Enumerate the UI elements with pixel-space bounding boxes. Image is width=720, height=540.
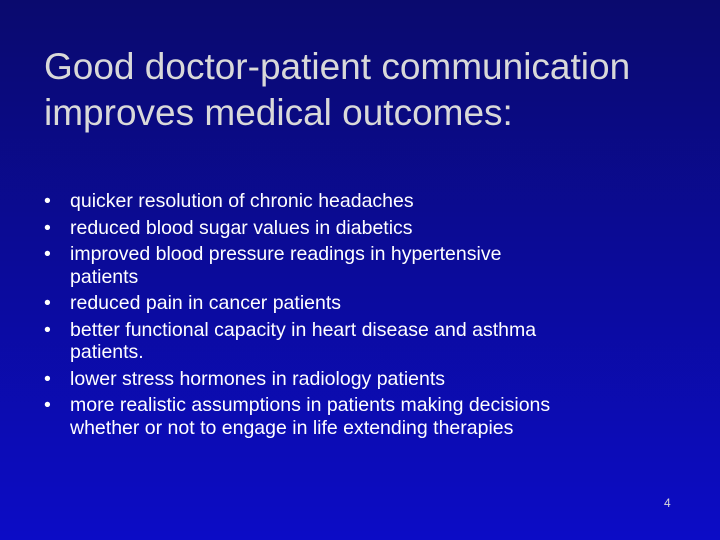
bullet-text: lower stress hormones in radiology patients [70,367,446,390]
bullet-dot-icon: • [44,216,51,239]
bullet-dot-icon: • [44,394,51,416]
bullet-dot-icon: • [44,367,51,390]
bullet-text: patients. [70,341,144,363]
bullet-item [44,243,684,288]
bullet-list [44,190,684,443]
bullet-item [44,319,684,364]
bullet-text: reduced pain in cancer patients [70,292,342,314]
bullet-dot-icon: • [44,190,51,212]
bullet-text: improved blood pressure readings in hypertensive [70,243,502,265]
bullet-text: patients [70,265,139,288]
bullet-text: whether or not to engage in life extending therapies [70,416,514,439]
slide-title-line: Good doctor-patient communication [44,46,631,87]
bullet-item [44,292,684,315]
bullet-text: quicker resolution of chronic headaches [70,190,414,212]
bullet-item [44,217,684,240]
bullet-item [44,190,684,213]
bullet-dot-icon: • [44,318,51,341]
bullet-text: better functional capacity in heart disease and asthma [70,318,537,341]
bullet-item [44,368,684,391]
bullet-dot-icon: • [44,243,51,265]
bullet-text: more realistic assumptions in patients making decisions [70,394,551,416]
slide-title-line: improves medical outcomes: [44,92,513,133]
page-number: 4 [664,496,671,510]
bullet-text: reduced blood sugar values in diabetics [70,216,413,239]
bullet-item [44,394,684,439]
slide-title [44,44,684,136]
bullet-dot-icon: • [44,292,51,314]
